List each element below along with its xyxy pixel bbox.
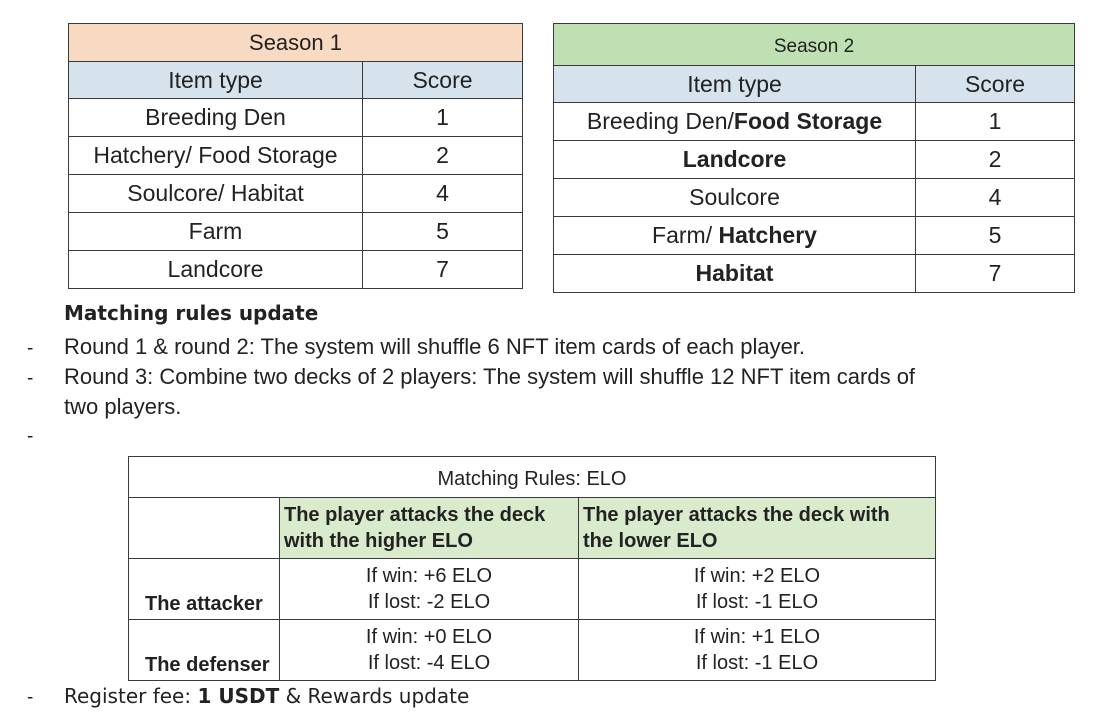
bullet-text: Round 1 & round 2: The system will shuffle 6 NFT item cards of each player. (64, 334, 806, 359)
elo-cell: If win: +1 ELO If lost: -1 ELO (579, 620, 936, 681)
elo-title: Matching Rules: ELO (129, 457, 936, 498)
score-cell: 1 (916, 103, 1075, 141)
elo-head-higher: The player attacks the deck with the higher ELO (280, 498, 579, 559)
season2-col-item: Item type (554, 66, 916, 103)
item-type-cell: Farm (69, 213, 363, 251)
season2-title: Season 2 (554, 24, 1075, 66)
table-row (129, 620, 936, 681)
item-type-cell: Hatchery/ Food Storage (69, 137, 363, 175)
table-row (129, 559, 936, 620)
score-cell: 2 (363, 137, 523, 175)
item-type-cell: Soulcore/ Habitat (69, 175, 363, 213)
score-cell: 4 (916, 179, 1075, 217)
attacker-label: The attacker (129, 559, 280, 620)
score-cell: 4 (363, 175, 523, 213)
bullet-dash: - (27, 687, 34, 708)
elo-cell: If win: +2 ELO If lost: -1 ELO (579, 559, 936, 620)
bullet-dash: - (27, 426, 34, 447)
elo-cell: If win: +6 ELO If lost: -2 ELO (280, 559, 579, 620)
matching-rules-heading: Matching rules update (64, 301, 319, 325)
score-cell: 2 (916, 141, 1075, 179)
table-row (69, 137, 523, 175)
item-type-cell: Farm/ Hatchery (554, 217, 916, 255)
item-type-cell: Landcore (69, 251, 363, 289)
table-row (554, 217, 1075, 255)
season1-col-item: Item type (69, 62, 363, 99)
bullet-text-continued: two players. (64, 394, 182, 419)
table-row (554, 141, 1075, 179)
season2-col-score: Score (916, 66, 1075, 103)
table-row (69, 99, 523, 137)
item-type-cell: Habitat (554, 255, 916, 293)
score-cell: 5 (916, 217, 1075, 255)
item-type-cell: Breeding Den (69, 99, 363, 137)
register-fee-line: Register fee: 1 USDT & Rewards update (64, 684, 470, 708)
table-row (69, 251, 523, 289)
table-row (554, 103, 1075, 141)
defenser-label: The defenser (129, 620, 280, 681)
score-cell: 5 (363, 213, 523, 251)
elo-cell: If win: +0 ELO If lost: -4 ELO (280, 620, 579, 681)
register-fee-amount: 1 USDT (197, 684, 280, 708)
season1-title: Season 1 (69, 24, 523, 62)
season2-table (553, 23, 1075, 293)
table-row (69, 213, 523, 251)
item-type-cell: Soulcore (554, 179, 916, 217)
score-cell: 7 (916, 255, 1075, 293)
elo-head-lower: The player attacks the deck with the lower ELO (579, 498, 936, 559)
table-row (554, 179, 1075, 217)
score-cell: 1 (363, 99, 523, 137)
item-type-cell: Landcore (554, 141, 916, 179)
bullet-text: Round 3: Combine two decks of 2 players: The system will shuffle 12 NFT item cards of (64, 364, 916, 389)
elo-empty-cell (129, 498, 280, 559)
bullet-dash: - (27, 368, 34, 389)
bullet-dash: - (27, 338, 34, 359)
table-row (554, 255, 1075, 293)
score-cell: 7 (363, 251, 523, 289)
elo-rules-table (128, 456, 936, 681)
season1-table (68, 23, 523, 289)
table-row (69, 175, 523, 213)
item-type-cell: Breeding Den/Food Storage (554, 103, 916, 141)
season1-col-score: Score (363, 62, 523, 99)
